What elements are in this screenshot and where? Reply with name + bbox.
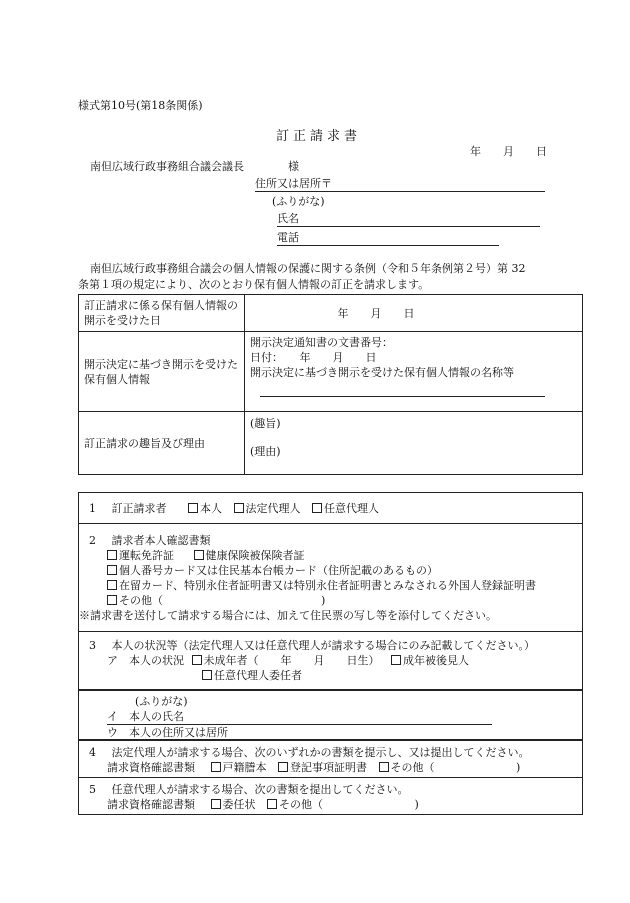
option-label: 登記事項証明書: [290, 761, 367, 774]
date-line: 年 月 日: [470, 145, 547, 158]
checkbox-health-insurance[interactable]: [194, 549, 305, 562]
checkbox-icon: [379, 762, 389, 772]
option-label: 委任状: [222, 798, 256, 811]
mail-note: ※請求書を送付して請求する場合には、加えて住民票の写し等を添付してください。: [79, 609, 497, 622]
address-field[interactable]: [255, 175, 545, 192]
option-label: 未成年者（ 年 月 日生）: [203, 654, 380, 667]
furigana-label: (ふりがな): [272, 195, 325, 208]
checkbox-self[interactable]: [188, 502, 222, 515]
option-label: その他（: [119, 594, 163, 607]
checkbox-icon: [188, 503, 198, 513]
section-id-documents: [78, 524, 583, 632]
checkbox-my-number-card[interactable]: [89, 563, 582, 578]
paren-close: ): [321, 594, 326, 607]
section-voluntary-agent-docs: [78, 778, 583, 815]
checkbox-icon: [234, 503, 244, 513]
option-label: 任意代理人: [324, 502, 379, 515]
request-details-table: [78, 294, 583, 475]
table-row: [79, 295, 583, 332]
address-label: 住所又は居所〒: [255, 177, 332, 190]
checkbox-other[interactable]: [89, 593, 582, 608]
option-label: 健康保険被保険者証: [205, 549, 305, 562]
voluntary-agent-doc-label: 請求資格確認書類: [107, 798, 195, 811]
phone-label: 電話: [277, 231, 299, 244]
info-name-field[interactable]: [260, 396, 545, 397]
id-docs-title: 請求者本人確認書類: [111, 534, 211, 547]
option-label: 成年被後見人: [403, 654, 469, 667]
form-number: 様式第10号(第18条関係): [78, 99, 203, 112]
section-5-number: 5: [89, 783, 96, 796]
checkbox-voluntary-agent[interactable]: [312, 502, 379, 515]
option-label: 個人番号カード又は住民基本台帳カード（住所記載のあるもの）: [119, 564, 438, 577]
purpose-reason-cell[interactable]: [245, 412, 583, 475]
paren-close: ): [414, 798, 419, 811]
checkbox-voluntary-other[interactable]: [267, 798, 323, 811]
checkbox-residence-card[interactable]: [89, 578, 582, 593]
section-principal-status: [78, 632, 583, 690]
notice-number-line: 開示決定通知書の文書番号：: [250, 336, 393, 349]
principal-name-label: イ 本人の氏名: [107, 710, 184, 723]
section-requester: [78, 492, 583, 524]
disclosed-info-cell[interactable]: [245, 332, 583, 412]
principal-address-field[interactable]: [107, 725, 492, 741]
addressee: 南但広域行政事務組合議会議長 様: [90, 160, 299, 173]
checkbox-icon: [202, 670, 212, 680]
disclosure-date-value[interactable]: 年 月 日: [245, 295, 583, 332]
table-row: [79, 412, 583, 475]
name-label: 氏名: [277, 212, 299, 225]
checkbox-icon: [107, 550, 117, 560]
checkbox-icon: [107, 595, 117, 605]
option-label: 法定代理人: [245, 502, 301, 515]
section-2-number: 2: [89, 534, 96, 547]
checkbox-icon: [312, 503, 322, 513]
reason-label: (理由): [250, 445, 281, 458]
principal-address-label: ウ 本人の住所又は居所: [107, 726, 228, 739]
purpose-label: (趣旨): [250, 417, 281, 430]
principal-furigana-label: (ふりがな): [135, 695, 188, 708]
checkbox-registry-certificate[interactable]: [278, 761, 367, 774]
notice-date-line: 日付： 年 月 日: [250, 351, 377, 364]
checkbox-icon: [194, 550, 204, 560]
page-title: 訂正請求書: [276, 129, 362, 144]
option-label: 在留カード、特別永住者証明書又は特別永住者証明書とみなされる外国人登録証明書: [119, 579, 537, 592]
checkbox-icon: [267, 799, 277, 809]
checkbox-icon: [391, 655, 401, 665]
checkbox-minor[interactable]: [192, 654, 380, 667]
checkbox-icon: [107, 580, 117, 590]
checkbox-icon: [211, 799, 221, 809]
intro-line-1: 南但広域行政事務組合議会の個人情報の保護に関する条例（令和５年条例第２号）第 32: [90, 262, 526, 275]
principal-status-label: ア 本人の状況: [107, 654, 184, 667]
checkbox-power-of-attorney[interactable]: [211, 798, 256, 811]
purpose-reason-label: 訂正請求の趣旨及び理由: [79, 412, 245, 475]
checkbox-delegator[interactable]: [89, 668, 582, 683]
checkbox-legal-agent[interactable]: [234, 502, 301, 515]
checkbox-family-register[interactable]: [211, 761, 267, 774]
checkbox-icon: [192, 655, 202, 665]
paren-close: ): [516, 761, 521, 774]
checkbox-icon: [278, 762, 288, 772]
disclosure-date-label: 訂正請求に係る保有個人情報の開示を受けた日: [79, 295, 245, 332]
section-1-number: 1: [89, 502, 96, 515]
option-label: その他（: [279, 798, 323, 811]
section-4-number: 4: [89, 746, 96, 759]
checkbox-legal-other[interactable]: [379, 761, 435, 774]
section-principal-identity: [78, 690, 583, 740]
checkbox-drivers-license[interactable]: [107, 549, 174, 562]
checkbox-icon: [211, 762, 221, 772]
option-label: その他（: [390, 761, 435, 774]
section-3-number: 3: [89, 639, 96, 652]
table-row: [79, 332, 583, 412]
legal-agent-doc-label: 請求資格確認書類: [107, 761, 195, 774]
option-label: 任意代理人委任者: [214, 669, 302, 682]
option-label: 戸籍謄本: [222, 761, 267, 774]
disclosed-info-label: 開示決定に基づき開示を受けた保有個人情報: [79, 332, 245, 412]
checkbox-adult-ward[interactable]: [391, 654, 469, 667]
intro-line-2: 条第１項の規定により、次のとおり保有個人情報の訂正を請求します。: [78, 278, 430, 291]
legal-agent-instruction: 法定代理人が請求する場合、次のいずれかの書類を提示し、又は提出してください。: [111, 746, 530, 759]
name-field[interactable]: [277, 210, 540, 227]
option-label: 本人: [200, 502, 222, 515]
info-name-line: 開示決定に基づき開示を受けた保有個人情報の名称等: [250, 366, 514, 379]
principal-status-title: 本人の状況等（法定代理人又は任意代理人が請求する場合にのみ記載してください。）: [111, 639, 535, 652]
section-legal-agent-docs: [78, 740, 583, 778]
requester-label: 訂正請求者: [111, 502, 167, 515]
phone-field[interactable]: [277, 229, 499, 246]
checkbox-icon: [107, 565, 117, 575]
option-label: 運転免許証: [119, 549, 174, 562]
principal-name-field[interactable]: [107, 709, 492, 725]
voluntary-agent-instruction: 任意代理人が請求する場合、次の書類を提出してください。: [111, 783, 409, 796]
